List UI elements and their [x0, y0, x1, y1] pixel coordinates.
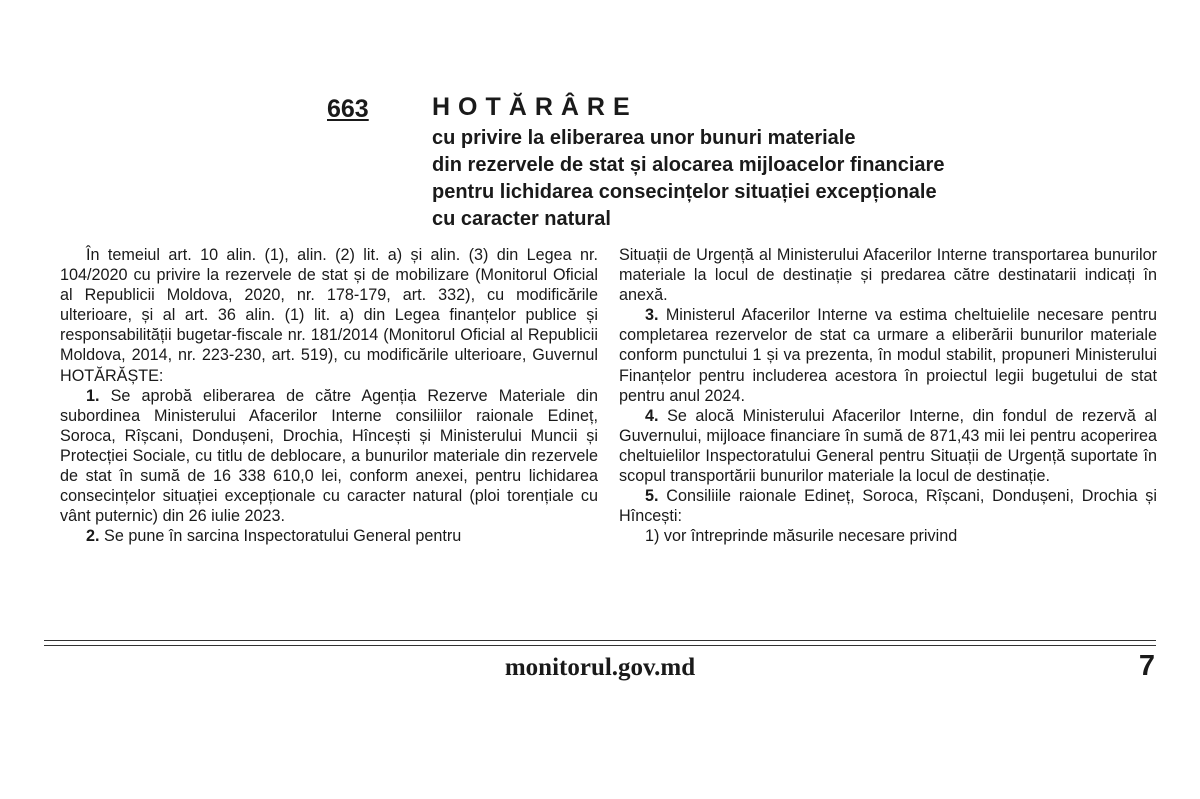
preamble-paragraph: În temeiul art. 10 alin. (1), alin. (2) lit. a) și alin. (3) din Legea nr. 104/2020 cu privire la rezervele de stat și de mobilizare (Monitorul Oficial al Republicii Moldova, 2020, nr. 178-179, art. 332), cu modificările ulterioare, și al art. 36 alin. (1) lit. a) din Legea finanțelor publice și responsabilității bugetar-fiscale nr. 181/2014 (Monitorul Oficial al Republicii Moldova, 2014, nr. 223-230, art. 519), cu modificările ulterioare, Guvernul HOTĂRĂȘTE:: [60, 246, 598, 385]
paragraph-number: 4.: [645, 406, 659, 425]
paragraph-5: [619, 486, 1157, 526]
right-column: [619, 245, 1157, 546]
footer-site: monitorul.gov.md: [504, 654, 696, 681]
act-title: HOTĂRÂRE: [432, 93, 638, 121]
paragraph-4: [619, 406, 1157, 486]
paragraph-3: [619, 305, 1157, 405]
paragraph-1: [60, 386, 598, 527]
footer-rule-top: [44, 640, 1156, 641]
paragraph-text: Ministerul Afacerilor Interne va estima cheltuielile necesare pentru completarea rezervelor de stat ca urmare a eliberării bunurilor materiale conform punctului 1 și va prezenta, în modul stabilit, propuneri Ministerului Finanțelor pentru includerea acestora în proiectul legii bugetului de stat pentru anul 2024.: [619, 306, 1157, 405]
paragraph-text: Se aprobă eliberarea de către Agenția Rezerve Materiale din subordinea Ministerului Afacerilor Interne consiliilor raionale Edineț, Soroca, Rîșcani, Dondușeni, Drochia, Hîncești și Ministerului Muncii și Protecției Sociale, cu titlu de deblocare, a bunurilor materiale din rezervele de stat în sumă de 16 338 610,0 lei, conform anexei, pentru lichidarea consecințelor situației excepționale cu caracter natural (ploi torențiale cu vânt puternic) din 26 iulie 2023.: [60, 386, 598, 526]
paragraph-text: Se pune în sarcina Inspectoratului General pentru: [104, 527, 462, 546]
paragraph-2: [60, 526, 598, 546]
paragraph-text: Consiliile raionale Edineț, Soroca, Rîșcani, Dondușeni, Drochia și Hîncești:: [619, 487, 1157, 526]
left-column: [60, 245, 598, 546]
act-subtitle: [432, 125, 1152, 233]
paragraph-2-continuation: Situații de Urgență al Ministerului Afacerilor Interne transportarea bunurilor materiale la locul de destinație și predarea către destinatarii indicați în anexă.: [619, 246, 1157, 305]
paragraph-number: 2.: [86, 527, 100, 546]
paragraph-text: Se alocă Ministerului Afacerilor Interne, din fondul de rezervă al Guvernului, mijloace financiare în sumă de 871,43 mii lei pentru acoperirea cheltuielilor Inspectoratului General pentru Situații de Urgență suportate în scopul transportării bunurilor materiale la locul de destinație.: [619, 406, 1157, 486]
subtitle-line: cu caracter natural: [432, 208, 611, 230]
page-number: 7: [1138, 650, 1155, 682]
act-number: 663: [327, 95, 369, 123]
paragraph-number: 3.: [645, 306, 659, 325]
subtitle-line: din rezervele de stat și alocarea mijloacelor financiare: [432, 154, 945, 176]
paragraph-number: 1.: [86, 386, 100, 405]
footer-rule-bottom: [44, 645, 1156, 646]
subtitle-line: cu privire la eliberarea unor bunuri materiale: [432, 127, 856, 149]
paragraph-number: 5.: [645, 487, 659, 506]
subparagraph-5-1: 1) vor întreprinde măsurile necesare privind: [645, 527, 958, 546]
subtitle-line: pentru lichidarea consecințelor situației excepționale: [432, 181, 937, 203]
